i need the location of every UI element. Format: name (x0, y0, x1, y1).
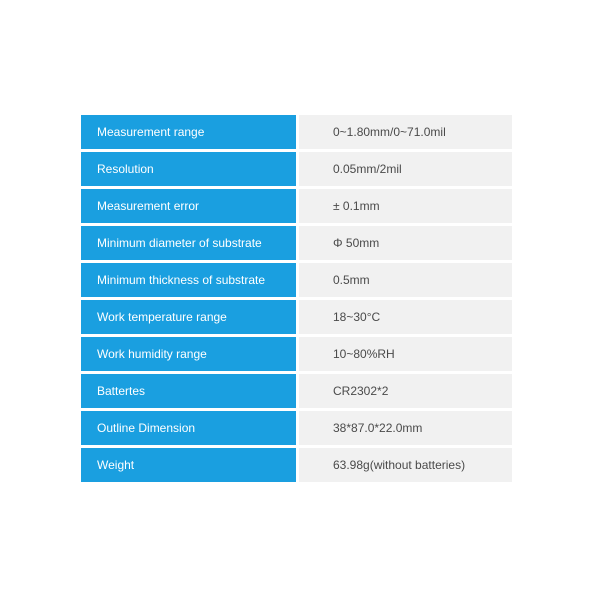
spec-label: Measurement error (81, 189, 296, 223)
spec-row-min-diameter (81, 226, 512, 260)
spec-label: Weight (81, 448, 296, 482)
spec-row-work-temperature (81, 300, 512, 334)
spec-table (81, 115, 512, 482)
spec-row-outline-dimension (81, 411, 512, 445)
spec-row-resolution (81, 152, 512, 186)
spec-label: Work temperature range (81, 300, 296, 334)
spec-row-work-humidity (81, 337, 512, 371)
spec-value: 18~30°C (299, 300, 512, 334)
spec-value: 0.05mm/2mil (299, 152, 512, 186)
spec-value: 63.98g(without batteries) (299, 448, 512, 482)
spec-label: Resolution (81, 152, 296, 186)
spec-label: Battertes (81, 374, 296, 408)
spec-row-batteries (81, 374, 512, 408)
spec-value: 0.5mm (299, 263, 512, 297)
spec-label: Minimum diameter of substrate (81, 226, 296, 260)
spec-label: Work humidity range (81, 337, 296, 371)
spec-value: 10~80%RH (299, 337, 512, 371)
spec-value: 0~1.80mm/0~71.0mil (299, 115, 512, 149)
spec-row-measurement-error (81, 189, 512, 223)
spec-label: Measurement range (81, 115, 296, 149)
spec-label: Outline Dimension (81, 411, 296, 445)
spec-value: Φ 50mm (299, 226, 512, 260)
spec-value: ± 0.1mm (299, 189, 512, 223)
spec-row-weight (81, 448, 512, 482)
spec-value: 38*87.0*22.0mm (299, 411, 512, 445)
spec-row-measurement-range (81, 115, 512, 149)
spec-row-min-thickness (81, 263, 512, 297)
spec-value: CR2302*2 (299, 374, 512, 408)
spec-label: Minimum thickness of substrate (81, 263, 296, 297)
